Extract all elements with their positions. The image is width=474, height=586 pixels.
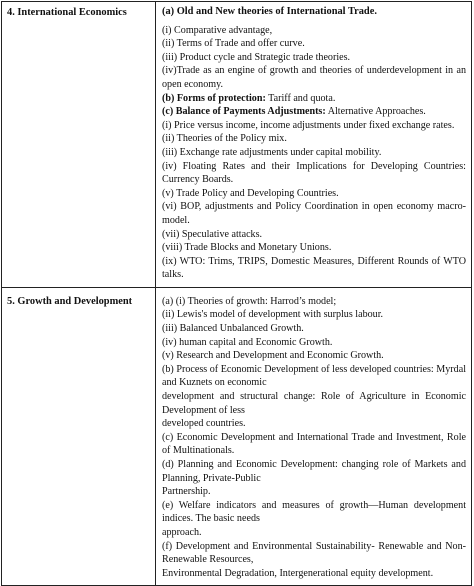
list-item: (a) (i) Theories of growth: Harrod’s model; <box>162 295 337 307</box>
list-item: (vi) BOP, adjustments and Policy Coordination in open economy macro-model. <box>162 201 466 226</box>
list-item: (iii) Balanced Unbalanced Growth. <box>162 323 304 335</box>
list-item: (i) Price versus income, income adjustments under fixed exchange rates. <box>162 119 455 131</box>
list-item <box>162 105 466 119</box>
list-item: (iv) human capital and Economic Growth. <box>162 336 333 348</box>
syllabus-table <box>1 1 472 586</box>
list-item: (vii) Speculative attacks. <box>162 228 263 240</box>
list-item: (iii) Product cycle and Strategic trade theories. <box>162 51 351 63</box>
list-item: (iv)Trade as an engine of growth and theories of underdevelopment in an open economy. <box>162 65 466 90</box>
list-item: (iv) Floating Rates and their Implications for Developing Countries: Currency Boards. <box>162 160 466 186</box>
list-item: (e) Welfare indicators and measures of growth—Human development indices. The basic needs <box>162 499 466 525</box>
list-item: Environmental Degradation, Intergenerational equity development. <box>162 567 434 579</box>
sub-heading-text: Alternative Approaches. <box>325 106 426 118</box>
sub-heading: (c) Balance of Payments Adjustments: <box>162 106 326 118</box>
list-item: (f) Development and Environmental Sustainability- Renewable and Non-Renewable Resources, <box>162 540 466 566</box>
topic-cell <box>2 287 156 585</box>
list-item: Partnership. <box>162 486 211 498</box>
sub-heading-text: Tariff and quota. <box>265 92 336 104</box>
list-item: (ix) WTO: Trims, TRIPS, Domestic Measures, Different Rounds of WTO talks. <box>162 255 466 281</box>
section-heading: (a) Old and New theories of International Trade. <box>162 6 377 17</box>
list-item: development and structural change: Role of Agriculture in Economic Development of less <box>162 391 466 416</box>
list-item <box>162 92 466 106</box>
topic-content <box>156 288 471 585</box>
topic-title: 4. International Economics <box>7 7 127 18</box>
sub-heading: (b) Forms of protection: <box>162 92 266 104</box>
list-item: (d) Planning and Economic Development: changing role of Markets and Planning, Private-Public <box>162 459 466 484</box>
list-item: (ii) Theories of the Policy mix. <box>162 133 287 145</box>
list-item: (i) Comparative advantage, <box>162 24 273 36</box>
content-cell <box>156 2 472 288</box>
topic-content <box>156 2 471 287</box>
list-item: (v) Trade Policy and Developing Countries. <box>162 187 339 199</box>
list-item: (ii) Lewis's model of development with surplus labour. <box>162 309 384 321</box>
list-item: developed countries. <box>162 418 246 430</box>
list-item: (viii) Trade Blocks and Monetary Unions. <box>162 242 332 254</box>
table-row <box>2 287 472 585</box>
list-item: approach. <box>162 526 202 538</box>
topic-cell <box>2 2 156 288</box>
table-row <box>2 2 472 288</box>
content-cell <box>156 287 472 585</box>
list-item: (v) Research and Development and Economic Growth. <box>162 350 384 362</box>
list-item: (b) Process of Economic Development of less developed countries: Myrdal and Kuznets on economic <box>162 363 466 389</box>
list-item: (ii) Terms of Trade and offer curve. <box>162 38 305 50</box>
list-item: (iii) Exchange rate adjustments under capital mobility. <box>162 146 382 158</box>
list-item: (c) Economic Development and International Trade and Investment, Role of Multinationals. <box>162 431 466 457</box>
topic-title: 5. Growth and Development <box>7 295 133 307</box>
